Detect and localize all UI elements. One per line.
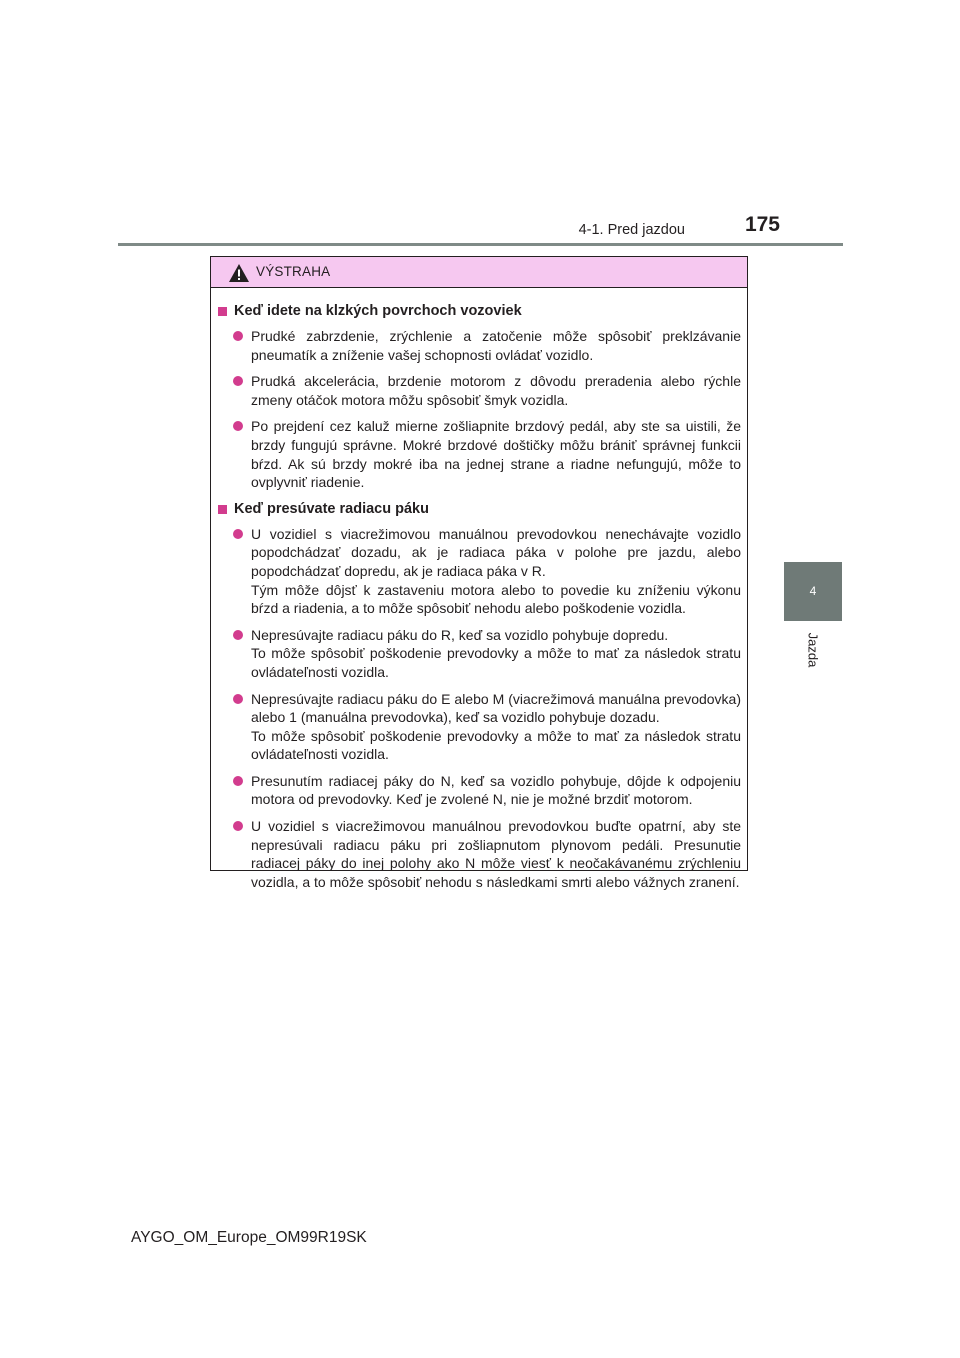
section-heading: [218, 500, 741, 519]
page-number: 175: [744, 213, 780, 236]
list-item-text: Prudká akcelerácia, brzdenie motorom z dôvodu preradenia alebo rýchle zmeny otáčok motora môžu spôsobiť šmyk vozidla.: [251, 373, 741, 408]
circle-bullet-icon: [233, 630, 243, 640]
warning-triangle-icon: [228, 263, 250, 283]
list-item-text: Presunutím radiacej páky do N, keď sa vozidlo pohybuje, dôjde k odpojeniu motora od prevodovky. Keď je zvolené N, nie je možné brzdiť motorom.: [251, 772, 741, 808]
list-item-text: Prudké zabrzdenie, zrýchlenie a zatočenie môže spôsobiť preklzávanie pneumatík a zníženie vašej schopnosti ovládať vozidlo.: [251, 328, 741, 363]
warning-box: [210, 256, 748, 890]
warning-body: [211, 288, 747, 891]
square-bullet-icon: [218, 307, 227, 316]
list-item: [218, 817, 741, 891]
list-item-text: Nepresúvajte radiacu páku do E alebo M (viacrežimová manuálna prevodovka) alebo 1 (manuálna prevodovka), keď sa vozidlo pohybuje dozadu. To môže spôsobiť poškodenie prevodovky a môže to mať za následok stratu ovládateľnosti vozidla.: [251, 690, 741, 763]
list-item-text: Nepresúvajte radiacu páku do R, keď sa vozidlo pohybuje dopredu. To môže spôsobiť poškodenie prevodovky a môže to mať za následok stratu ovládateľnosti vozidla.: [251, 626, 741, 680]
section-title: 4-1. Pred jazdou: [578, 222, 685, 238]
document-id: AYGO_OM_Europe_OM99R19SK: [131, 1229, 367, 1246]
chapter-tab: [784, 562, 842, 621]
list-item: [218, 417, 741, 491]
header-divider: [118, 243, 843, 246]
section-heading: [218, 302, 741, 321]
list-item-text: Po prejdení cez kaluž mierne zošliapnite brzdový pedál, aby ste sa uistili, že brzdy fungujú správne. Mokré brzdové doštičky môžu brániť správnej funkcii bŕzd. Ak sú brzdy mokré iba na jednej strane a riadne nefungujú, môže to ovplyvniť riadenie.: [251, 418, 741, 491]
circle-bullet-icon: [233, 376, 243, 386]
list-item: [218, 626, 741, 682]
warning-title: VÝSTRAHA: [256, 264, 331, 279]
list-item: [218, 372, 741, 409]
chapter-number: 4: [809, 584, 817, 598]
list-item: [218, 772, 741, 809]
section-heading-text: Keď presúvate radiacu páku: [234, 500, 429, 517]
section-heading-text: Keď idete na klzkých povrchoch vozoviek: [234, 303, 522, 319]
list-item: [218, 690, 741, 764]
list-item: [218, 525, 741, 618]
circle-bullet-icon: [233, 331, 243, 341]
list-item: [218, 327, 741, 364]
circle-bullet-icon: [233, 776, 243, 786]
circle-bullet-icon: [233, 529, 243, 539]
list-item-text: U vozidiel s viacrežimovou manuálnou prevodovkou buďte opatrní, aby ste nepresúvali radiacu páku pri zošliapnutom plynovom pedáli. Presunutie radiacej páky do inej polohy ako N môže viesť k neočakávanému zrýchleniu vozidla, a to môže spôsobiť nehodu s následkami smrti alebo vážnych zranení.: [251, 818, 741, 890]
square-bullet-icon: [218, 505, 227, 514]
chapter-label: Jazda: [805, 632, 821, 668]
circle-bullet-icon: [233, 821, 243, 831]
warning-header: [211, 257, 747, 288]
circle-bullet-icon: [233, 694, 243, 704]
circle-bullet-icon: [233, 421, 243, 431]
list-item-text: U vozidiel s viacrežimovou manuálnou prevodovkou nenechávajte vozidlo popodchádzať dozadu, ak je radiaca páka v polohe pre jazdu, alebo popodchádzať dopredu, ak je radiaca páka v R. Tým môže dôjsť k zastaveniu motora alebo to povedie ku zníženiu výkonu bŕzd a riadenia, a to môže spôsobiť nehodu alebo poškodenie vozidla.: [251, 525, 741, 617]
